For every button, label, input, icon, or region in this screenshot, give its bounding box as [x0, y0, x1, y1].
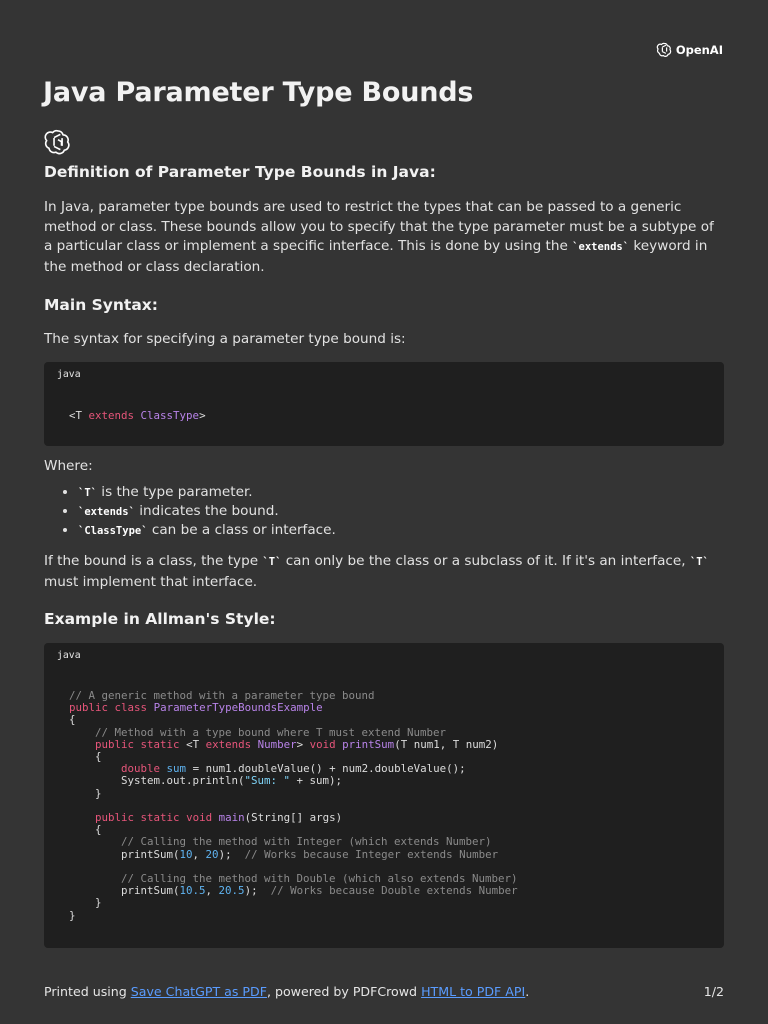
footer-credit	[44, 984, 529, 999]
code-token: // Calling the method with Integer (which extends Number)	[121, 835, 492, 849]
bound-note	[44, 552, 724, 592]
code-token: // A generic method with a parameter type bound	[69, 689, 375, 702]
openai-brand	[656, 41, 723, 58]
code-token: + sum);	[290, 774, 343, 788]
syntax-code	[69, 410, 206, 422]
code-token	[69, 811, 95, 824]
definition-heading: Definition of Parameter Type Bounds in Java:	[44, 163, 436, 181]
code-token: "Sum: "	[244, 774, 291, 788]
code-token: static	[140, 811, 180, 825]
code-token: ParameterTypeBoundsExample	[153, 701, 323, 715]
code-token: ClassType	[140, 408, 200, 422]
inline-code: `extends`	[572, 241, 630, 253]
definition-paragraph	[44, 198, 724, 277]
code-language-label: java	[57, 650, 81, 661]
code-token: = num1.doubleValue() + num2.doubleValue();	[186, 762, 466, 776]
code-line	[69, 910, 518, 922]
bound-parts-list	[44, 483, 724, 540]
code-line	[69, 788, 518, 800]
example-heading: Example in Allman's Style:	[44, 610, 276, 628]
list-item	[78, 502, 724, 521]
code-token: // Works because Integer extends Number	[244, 847, 499, 861]
code-token: ,	[205, 884, 219, 898]
code-token: >	[296, 737, 310, 751]
page-title: Java Parameter Type Bounds	[43, 77, 474, 108]
code-token	[69, 738, 95, 751]
code-line	[69, 812, 518, 824]
code-token: 20.5	[218, 884, 245, 898]
code-token: static	[140, 737, 180, 751]
code-token: printSum(	[69, 884, 180, 898]
inline-code: `extends`	[78, 506, 135, 518]
code-token	[69, 762, 121, 775]
inline-code: `T`	[78, 487, 97, 499]
code-line	[69, 849, 518, 861]
code-token	[69, 835, 121, 848]
code-token: {	[69, 823, 102, 837]
code-token: void	[186, 811, 213, 825]
footer-text: .	[525, 984, 530, 999]
where-label: Where:	[44, 457, 93, 474]
openai-logo-icon	[656, 41, 673, 58]
bound-note-text: can only be the class or a subclass of it. If it's an interface,	[281, 553, 690, 569]
code-token: System.out.println(	[69, 774, 245, 788]
bound-note-text: must implement that interface.	[44, 573, 258, 590]
code-token: }	[69, 896, 102, 910]
code-token: extends	[205, 737, 252, 751]
code-token: Number	[257, 737, 297, 751]
code-token: );	[218, 847, 245, 861]
code-token: // Method with a type bound where T must extend Number	[95, 725, 447, 739]
list-item-text: can be a class or interface.	[147, 522, 336, 538]
inline-code: `ClassType`	[78, 525, 148, 537]
code-line	[69, 702, 518, 714]
code-token: 20	[205, 847, 219, 861]
code-token: 10	[179, 847, 193, 861]
code-line	[69, 410, 206, 422]
page-number: 1/2	[703, 984, 724, 999]
code-token: public	[95, 811, 135, 825]
footer-text: , powered by PDFCrowd	[266, 984, 422, 999]
bound-note-text: If the bound is a class, the type	[44, 553, 263, 569]
code-token: >	[199, 408, 206, 422]
example-code-block	[44, 643, 724, 948]
list-item-text: is the type parameter.	[96, 484, 253, 500]
save-chatgpt-link[interactable]: Save ChatGPT as PDF	[130, 984, 267, 999]
code-token: sum	[166, 762, 187, 776]
code-language-label: java	[57, 368, 81, 380]
code-line	[69, 897, 518, 909]
code-token: void	[309, 737, 336, 751]
code-token: public	[95, 737, 135, 751]
code-token: <T	[179, 737, 206, 751]
list-item	[78, 521, 724, 540]
code-token: printSum(	[69, 847, 180, 861]
code-token: (String[] args)	[244, 811, 343, 825]
code-token: class	[114, 701, 148, 715]
code-token: extends	[88, 408, 135, 422]
code-token: }	[69, 908, 76, 922]
code-token: }	[69, 786, 102, 800]
brand-name: OpenAI	[675, 42, 723, 57]
definition-text-end: keyword in the method or class declaration.	[44, 238, 708, 275]
inline-code: `T`	[689, 556, 709, 568]
code-token: {	[69, 713, 76, 727]
list-item-text: indicates the bound.	[134, 503, 279, 519]
code-line	[69, 885, 518, 897]
message-content	[44, 163, 724, 948]
code-token: );	[244, 884, 271, 898]
footer	[44, 984, 724, 999]
code-token: main	[218, 811, 245, 825]
inline-code: `T`	[262, 556, 282, 568]
code-token: 10.5	[179, 884, 206, 898]
code-line	[69, 775, 518, 787]
example-code	[69, 690, 518, 922]
list-item	[78, 483, 724, 502]
code-token	[69, 872, 121, 885]
code-token: // Calling the method with Double (which also extends Number)	[121, 872, 518, 886]
code-token: printSum	[342, 737, 395, 751]
definition-text: In Java, parameter type bounds are used to restrict the types that can be passed to a generic method or class. These bounds allow you to specify that the type parameter must be a subtype of a particular class or implement a specific interface. This is done by using the	[44, 199, 714, 254]
code-token: public	[69, 701, 109, 715]
chatgpt-logo-icon	[44, 128, 72, 156]
syntax-intro: The syntax for specifying a parameter type bound is:	[44, 331, 406, 347]
code-token: ,	[192, 847, 206, 861]
main-syntax-heading: Main Syntax:	[44, 296, 158, 314]
html-to-pdf-link[interactable]: HTML to PDF API	[421, 984, 526, 999]
code-token: double	[121, 762, 161, 776]
code-token: // Works because Double extends Number	[270, 884, 518, 898]
code-token: (T num1, T num2)	[394, 737, 499, 751]
code-token: <T	[69, 408, 89, 422]
footer-text: Printed using	[44, 984, 131, 999]
syntax-code-block	[44, 362, 724, 446]
code-token: {	[69, 750, 102, 764]
code-line	[69, 739, 518, 751]
code-token	[69, 726, 95, 739]
